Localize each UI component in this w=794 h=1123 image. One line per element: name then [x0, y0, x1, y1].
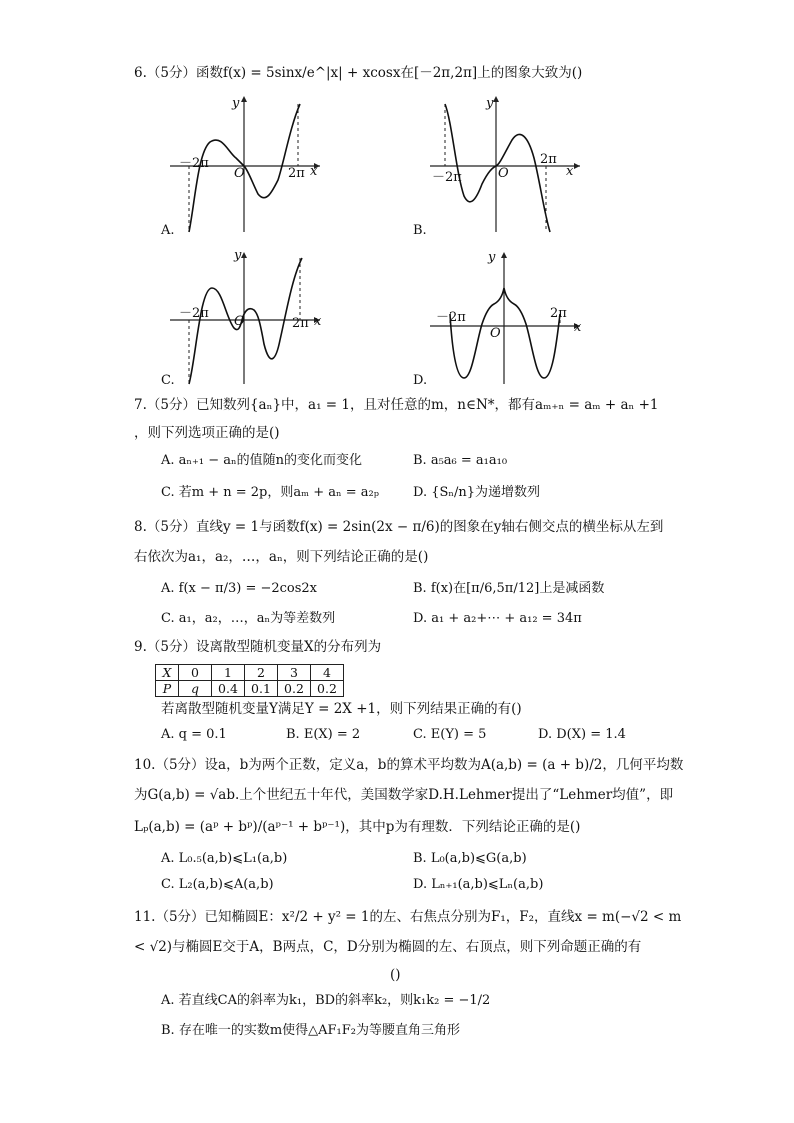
q11-stem-line3: ()	[390, 967, 401, 983]
graph-c-y-label: y	[234, 248, 242, 263]
q8-stem-line1: 8.（5分）直线y = 1与函数f(x) = 2sin(2x − π/6)的图象在y轴右侧交点的横坐标从左到	[134, 519, 664, 535]
graph-d-2pi-label: 2π	[550, 306, 567, 321]
table-row	[156, 681, 344, 697]
graph-b	[420, 92, 590, 237]
table-cell: P	[156, 681, 179, 697]
q7-option-c: C. 若m + n = 2p，则aₘ + aₙ = a₂ₚ	[161, 485, 379, 500]
graph-b-y-label: y	[486, 96, 494, 111]
graph-a-neg2pi-label: －2π	[179, 156, 209, 171]
table-cell: 0	[179, 665, 212, 681]
graph-a-option-label: A.	[161, 223, 175, 238]
q8-option-b: B. f(x)在[π/6,5π/12]上是减函数	[413, 581, 605, 596]
q7-option-a: A. aₙ₊₁ − aₙ的值随n的变化而变化	[161, 453, 363, 468]
table-row	[156, 665, 344, 681]
q7-stem-line1: 7.（5分）已知数列{aₙ}中，a₁ = 1，且对任意的m，n∈N*，都有aₘ₊ₙ = aₘ + aₙ +1	[134, 397, 659, 413]
q9-option-c: C. E(Y) = 5	[413, 727, 487, 742]
table-cell: 2	[245, 665, 278, 681]
q10-stem-line3: Lₚ(a,b) = (aᵖ + bᵖ)/(aᵖ⁻¹ + bᵖ⁻¹)，其中p为有理数．下列结论正确的是()	[134, 819, 581, 835]
table-cell: 0.4	[212, 681, 245, 697]
graph-a-y-label: y	[232, 96, 240, 111]
graph-b-option-label: B.	[413, 223, 427, 238]
table-cell: X	[156, 665, 179, 681]
graph-d-x-label: x	[574, 320, 582, 335]
q9-option-d: D. D(X) = 1.4	[538, 727, 626, 742]
graph-b-x-label: x	[566, 164, 574, 179]
graph-a-2pi-label: 2π	[288, 166, 305, 181]
q10-option-b: B. L₀(a,b)⩽G(a,b)	[413, 851, 527, 866]
q7-option-b: B. a₅a₆ = a₁a₁₀	[413, 453, 508, 468]
graph-a-x-label: x	[310, 164, 318, 179]
graph-d-neg2pi-label: －2π	[436, 310, 466, 325]
table-cell: 0.2	[278, 681, 311, 697]
graph-a-origin-label: O	[234, 166, 245, 181]
q9-after-text: 若离散型随机变量Y满足Y = 2X +1，则下列结果正确的有()	[161, 701, 522, 717]
q7-option-d: D. {Sₙ/n}为递增数列	[413, 485, 541, 500]
q9-option-a: A. q = 0.1	[161, 727, 227, 742]
graph-c-neg2pi-label: －2π	[179, 306, 209, 321]
q8-option-a: A. f(x − π/3) = −2cos2x	[161, 581, 318, 596]
q8-option-c: C. a₁，a₂，…，aₙ为等差数列	[161, 611, 336, 626]
q7-stem-line2: ，则下列选项正确的是()	[134, 425, 280, 441]
graph-d-y-label: y	[488, 250, 496, 265]
graph-d-origin-label: O	[490, 326, 501, 341]
q11-option-a: A. 若直线CA的斜率为k₁，BD的斜率k₂，则k₁k₂ = −1/2	[161, 993, 491, 1008]
table-cell: 4	[311, 665, 344, 681]
q10-option-c: C. L₂(a,b)⩽A(a,b)	[161, 877, 274, 892]
distribution-table	[155, 664, 344, 697]
table-cell: 0.2	[311, 681, 344, 697]
table-cell: 0.1	[245, 681, 278, 697]
table-cell: q	[179, 681, 212, 697]
table-cell: 1	[212, 665, 245, 681]
q10-stem-line1: 10.（5分）设a，b为两个正数，定义a，b的算术平均数为A(a,b) = (a + b)/2，几何平均数	[134, 757, 684, 773]
q9-stem: 9.（5分）设离散型随机变量X的分布列为	[134, 639, 382, 655]
graph-c-2pi-label: 2π	[292, 316, 309, 331]
graph-c-x-label: x	[314, 314, 322, 329]
graph-b-origin-label: O	[498, 166, 509, 181]
q9-option-b: B. E(X) = 2	[286, 727, 361, 742]
q11-stem-line2: < √2)与椭圆E交于A，B两点，C，D分别为椭圆的左、右顶点，则下列命题正确的有	[134, 939, 642, 955]
graph-b-neg2pi-label: －2π	[432, 170, 462, 185]
graph-d-option-label: D.	[413, 373, 428, 388]
q8-option-d: D. a₁ + a₂+⋯ + a₁₂ = 34π	[413, 611, 582, 626]
q8-stem-line2: 右依次为a₁，a₂，…，aₙ，则下列结论正确的是()	[134, 549, 429, 565]
q10-option-a: A. L₀.₅(a,b)⩽L₁(a,b)	[161, 851, 288, 866]
q10-option-d: D. Lₙ₊₁(a,b)⩽Lₙ(a,b)	[413, 877, 544, 892]
graph-c-option-label: C.	[161, 373, 175, 388]
q10-stem-line2: 为G(a,b) = √ab.上个世纪五十年代，美国数学家D.H.Lehmer提出了“Lehmer均值”，即	[134, 787, 674, 803]
graph-b-2pi-label: 2π	[540, 152, 557, 167]
q6-stem: 6.（5分）函数f(x) = 5sinx/e^|x| + xcosx在[－2π,2π]上的图象大致为()	[134, 65, 583, 81]
table-cell: 3	[278, 665, 311, 681]
q11-option-b: B. 存在唯一的实数m使得△AF₁F₂为等腰直角三角形	[161, 1023, 461, 1038]
q11-stem-line1: 11.（5分）已知椭圆E：x²/2 + y² = 1的左、右焦点分别为F₁，F₂，直线x = m(−√2 < m	[134, 909, 682, 925]
graph-c-origin-label: O	[234, 314, 245, 329]
